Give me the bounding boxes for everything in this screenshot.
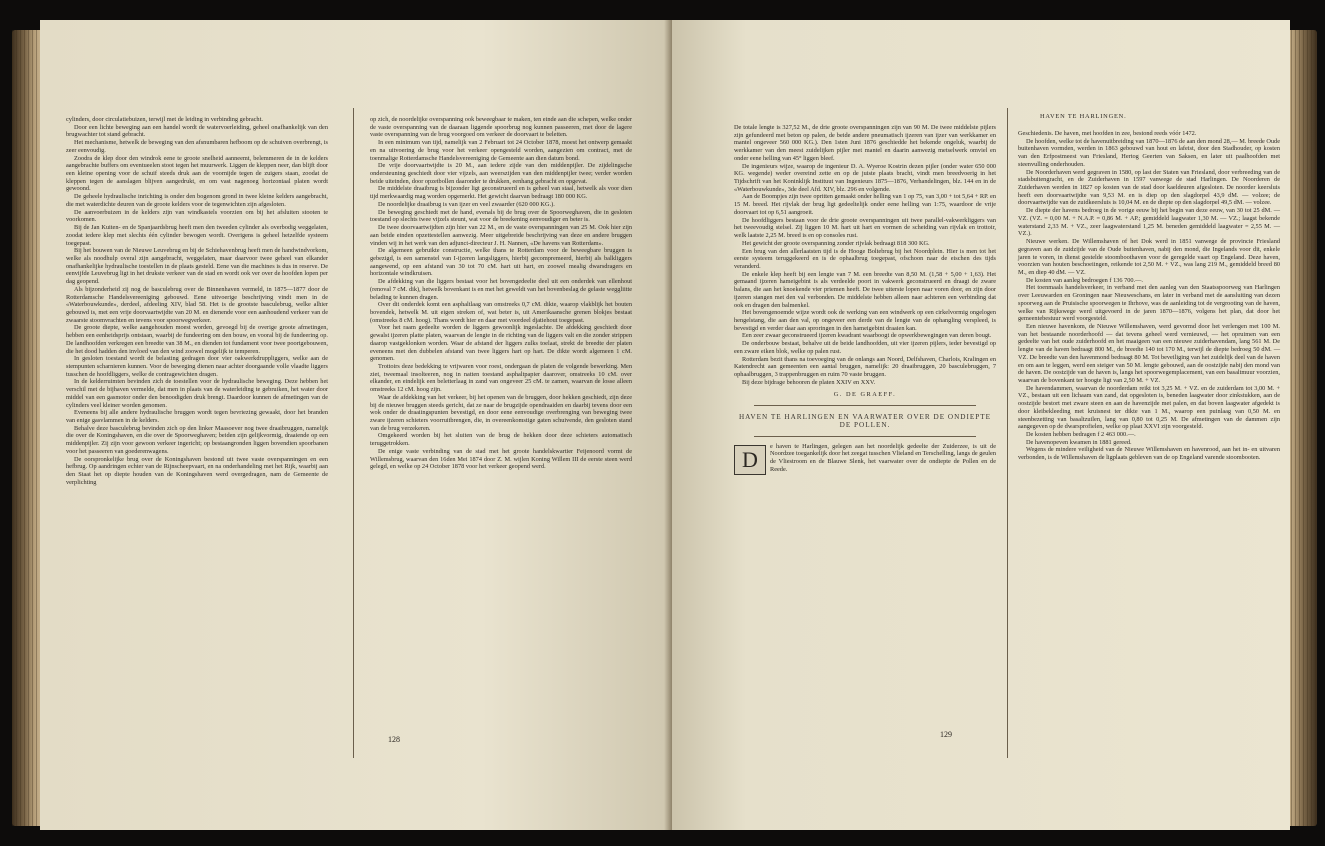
paragraph: Het toenmaals handelsverkeer, in verband met den aanleg van den Staatsspoorweg van Harlingen over Leeuwarden en Groningen naar Nieuweschans, en later in verband met de aansluiting van dezen spoorweg aan de Pruisische spoorwegen te Ihrhove, was de aanleiding tot de vergrooting van de haven, welke van Rijkswege werd uitgevoerd in de jaren 1870—1876, volgens het plan, dat door het gemeentebestuur werd voorgesteld. <box>1018 284 1280 323</box>
right-page-column-1 <box>734 124 996 475</box>
paragraph: Bij de Jan Kuiten- en de Spanjaardsbrug heeft men den tweeden cylinder als overbodig weggelaten, zoodat iedere klep met slechts één cylinder bewogen wordt. Overigens is geheel hetzelfde systeem toegepast. <box>66 224 328 247</box>
column-divider <box>1007 108 1008 758</box>
paragraph: Behalve deze basculebrug bevinden zich op den linker Maasoever nog twee draaibruggen, namelijk die over de Koningshaven, en die over de Spoorweghaven; beiden zijn gelijkvormig, draaiende op een middenpijler. Zij zijn voor gewoon verkeer ingericht; op bestaangronden liggen bovendien spoorbanen voor het passeeren van goederenwagens. <box>66 424 328 455</box>
paragraph: De havenopeven kwamen in 1881 gereed. <box>1026 438 1132 446</box>
open-book <box>12 8 1317 840</box>
paragraph: De vrije doorvaartwijdte is 20 M., aan iedere zijde van den middenpijler. De zijdelingsche ondersteuning geschiedt door vier vijzels, aan weerszijden van den middenpijler twee; verder worden beide uiteinden, door opzetbollen daaronder te drukken, eenhang gebracht en opgevat. <box>370 162 632 185</box>
paragraph: De havendammen, waarvan de noorderdam reikt tot 3,25 M. + VZ. en de zuiderdam tot 3,00 M. + VZ., bestaan uit een lichaam van zand, dat opgesloten is, beneden laagwater door zinkstukken, aan de oostzijde bestort met zware steen en aan de havenzijde met palen, en dat boven laagwater afgedekt is door kleibekleeding met kruisnest ter dikte van 1 M., waarop een puinlaag van 0,50 M. en steenbezetting van basaltzuilen, lang van 0,80 tot 0,25 M. De afmetingen van de dammen zijn aangegeven op de dwarsprofielen, welke op plaat XXVI zijn voorgesteld. <box>1018 384 1280 431</box>
paragraph: De afdekking van die liggers bestaat voor het bovengedeelte deel uit een onderdek van ellenhout (renoval 7 cM. dik), hetwelk bovenkant is en met het geweldt van het bovenbeslag de gelaste weggliitte belading te kunnen dragen. <box>370 278 632 301</box>
paragraph: De algemeen gebruikte constructie, welke thans te Rotterdam voor de beweegbare bruggen is gebezigd, is een samenstel van I-ijzeren langsliggers, hierbij gecompremeerd, hierbij als balkliggers aangewend, op een afstand van 30 tot 70 cM. hart uit hart, en zoowel mealig dwarsdragers en horizontale windkruisen. <box>370 247 632 278</box>
paragraph: De diepte der havens bedroeg in de vorige eeuw bij het begin van deze eeuw, van 30 tot 25 dM. — VZ. (VZ. = 0,00 M. + N.A.P. = 0,86 M. + AP.; gemiddeld laagwater 1,30 M. — VZ.; laagst bekende waterstand 2,33 M. + VZ., zeer laagwaterstand 1,25 M. beneden gemiddeld laagwater = 2,55 M. — VZ.). <box>1018 207 1280 238</box>
paragraph: De groote diepte, welke aangehouden moest worden, gevoegd bij de overige groote afmetingen, hebben een eenheidsprijs ontstaan, waarbij de fundeering om den bouw, en vooral bij de fundeering op. De landhoofden verkregen een breedte van 38 M., en dienden tot fundament voor twee poortgebouwen, die het dood hadden den invloed van den wind zoowel mogelijk te temperen. <box>66 324 328 355</box>
section-rule <box>754 405 976 406</box>
left-page-column-1 <box>66 116 328 487</box>
paragraph: cylinders, door circulatiebuizen, terwijl met de leiding in verbinding gebracht. <box>66 116 263 123</box>
paragraph: De kosten hebben bedragen f 2 463 000.—. <box>1026 431 1136 439</box>
paragraph: De onderbouw bestaat, behalve uit de beide landhoofden, uit vier ijzeren pijlers, ieder bevestigd op een zware eiken blok, welke op palen rust. <box>734 340 996 355</box>
paragraph: De geheele hydraulische inrichting is onder den bogenom grond in twee kleine kelders aangebracht, die met waterdichte deuren van de groote kelders voor de tegenwichten zijn afgesloten. <box>66 193 328 208</box>
running-head: HAVEN TE HARLINGEN. <box>1040 113 1127 120</box>
right-page <box>672 20 1290 830</box>
left-page <box>40 20 672 830</box>
paragraph: Waar de afdekking van het verkeer, bij het openen van de bruggen, door hekken geschiedt, zijn deze bij de nieuwe bruggen steeds gericht, dat ze naar de brugzijde opendraaiden en daarbij tevens door een wok onder de draaiingspunten bevestigd, en door eene eenvoudige overbrenging van beweging twee zware ijzeren schieters voorruitbrengen, die, in overeenkomstige gaten schuivende, den gesloten stand van de brug verzekeren. <box>370 393 632 432</box>
column-divider <box>353 108 354 758</box>
paragraph: Over dit onderdek komt een asphaltlaag van omstreeks 0,7 cM. dikte, waarop vlakblijk het bouten bovendek, hetwelk M. uit eigen streken of, wat beter is, uit Amerikaansche grenen blokjes bestaat (omstreeks 8 cM. hoog). Thans wordt hier en daar met voordeel djatiehout toegepast. <box>370 301 632 324</box>
paragraph: De oorspronkelijke brug over de Koningshaven bestond uit twee vaste overspanningen en een hefbrug. Op aandringen echter van de Rijnscheepvaart, en na onderhandeling met het Rijk, waarbij aan den Staat het op diepte houden van de Koningshaven werd overgedragen, nam de Gemeente de verplichting <box>66 455 328 486</box>
paragraph: Zoodra de klep door den windrok eene te groote snelheid aanneemt, belemmeren de in de kelders aangebrachte buffers om eventueelen stoot tegen het muurwerk. Liggen de kleppen neer, dan blijft door een kleine opening voor de schuif steeds druk aan de voornijde tegen de zuigers staan, zoodat de kleppen tegen de aanslagen blijven aangedrukt, en om vast nagenoeg horizontaal platen wordt gewoond. <box>66 154 328 193</box>
paragraph: In gesloten toestand wordt de belasting gedragen door vier oakwerkdruppliggers, welke aan de stempunten scharnieren kunnen. Voor de beweging dienen naar achter doorgaande volle vlaadte liggers tusschen de hoofdliggers, welke de contragewichten dragen. <box>66 355 328 378</box>
page-number: 128 <box>388 735 400 744</box>
paragraph: Een zeer zwaar geconstrueerd ijzeren kwadrant waarboogt de opwerkbewegingen van deren bougt. <box>742 332 992 340</box>
paragraph: Bij deze bijdrage behooren de platen XXIV en XXV. <box>742 378 876 386</box>
paragraph: Bij het bouwen van de Nieuwe Leuvebrug en bij de Schiehavenbrug heeft men de handwindvorkom, welke als noodhulp overal zijn aangebracht, weggelaten, maar daarvoor twee geheel van elkander onafhankelijke hydraulische toestellen in de plaats gesteld. Eene van die machines is dus in reserve. De eenvijfde Leuvebrug ligt in het drukste verkeer van de stad en wordt ook ver over de hoofden lopen per dag geopend. <box>66 247 328 286</box>
paragraph: De totale lengte is 327,52 M., de drie groote overspanningen zijn van 90 M. De twee middelste pijlers zijn gefundeerd met beton op palen, de beide andere pneumatisch ijzeren van ijzer van werkkamer en mantel ongeveer 560 000 KG.). Den 1sten Juni 1876 geschiedde het bekende ongeluk, waarbij de werkkamer van den meest zuidelijken pijler met mantel en daarin aanwezig metselwerk omviel en onder eene helling van 45° liggen bleef. <box>734 124 996 162</box>
paragraph: Nieuwe werken. De Willemshaven of het Dok werd in 1851 vanwege de provincie Friesland gegraven aan de zuidzijde van de Oude buitenhaven, nabij den mond, die Ingelands voor dit, enkele jaren te voren, in dienst gestelde stoomboothaven voor de geregelde vaart op Engeland. Deze haven, voorzien van houten beschoeiingen, reikende tot 2,50 M. + VZ., was lang 219 M., gemiddeld breed 80 M., en diep 40 dM. — VZ. <box>1018 238 1280 276</box>
paragraph: Voor het raam gedeelte worden de liggers gewoonlijk ingeslachte. De afdekking geschiedt door gewalst ijzeren platte platen, waarvan de lengte in de richting van de liggers valt en die zonder strippen daarop vastgeklonken worden. Waar de afstand der liggers zulks toelaat, strekt de breedte der platen eveneens met den dubbelen afstand van twee liggers hart op hart. De dikte wordt algemeen 1 cM. genomen. <box>370 324 632 363</box>
paragraph: De kosten van aanleg bedroegen f 136 700.—. <box>1026 276 1143 284</box>
paragraph: Trottoirs deze bedekking te vrijwaren voor roest, ondergaan de platen de volgende bewerking. Men ziet, tweemaal insolteeren, nog in natten toestand asphaltpapier daarover, omstreeks 10 cM. over elkander, en eindelijk een beletterlaag in zand van ongeveer 25 cM. te zamen, waarvan de losse alleen omstreeks 12 cM. hoog zijn. <box>370 363 632 394</box>
paragraph: Het gewicht der groote overspanning zonder rijvlak bedraagt 818 300 KG. <box>742 239 930 247</box>
paragraph: Als bijzonderheid zij nog de basculebrug over de Binnenhaven vermeld, in 1875—1877 door de Rotterdamsche Handelsvereeniging gebouwd. Eene uitvoerige beschrijving vindt men in de «Waterbouwkunde», derdeel, afdeeling XIV, blad 58. Het is de grootste basculebrug, welke alhier gebouwd is, met een vrije doorvaartwijdte van 20 M. en dienende voor een aanhoudend verkeer van de zwaarste stoomvrachten en tevens voor spoorwegverkeer. <box>66 285 328 324</box>
drop-cap: D <box>734 445 766 475</box>
paragraph: In de kelderruimten bevinden zich de toestellen voor de hydraulische beweging. Deze hebben het verschil met de bijhaven vermelde, dat men in plaats van de waterleiding te gebruiken, het water door middel van een gasmotor onder den benoodigden druk brengt. Daardoor kunnen de afmetingen van de cylinders veel kleiner worden genomen. <box>66 378 328 409</box>
paragraph: De middelste draaibrug is bijzonder ligt geconstrueerd en is geheel van staal, hetwelk als voor dien tijd merkwaardig mag worden opgemerkt. Het gewicht daarvan bedraagt 180 000 KG. <box>370 185 632 201</box>
paragraph: De beweging geschiedt met de hand, evenals bij de brug over de Spoorweghaven, die in gesloten toestand op slechts twee vijzels steunt, wat voor de breekening eenvoudiger en beter is. <box>370 208 632 224</box>
paragraph: De enige vaste verbinding van de stad met het groote handelskwartier Feijenoord vormt de Willemsbrug, waarvan den 16den Mei 1874 door Z. M. wijlen Koning Willem III de eerste steen werd gelegd, en welke op 24 October 1878 voor het verkeer geopend werd. <box>370 447 632 471</box>
right-page-column-2 <box>1018 130 1280 462</box>
author-signature: G. DE GRAEFF. <box>833 391 897 399</box>
left-page-column-2 <box>370 116 632 471</box>
paragraph: Aan de Boompjes zijn twee opritten gemaakt onder helling van 1 op 75, van 3,00 + tot 5,64 + RP. en 15 M. breed. Het rijvlak der brug ligt gedeeltelijk onder eene helling van 1:75, waardoor de vrije doorvaart tot op 6,51 aangroeit. <box>734 193 996 216</box>
paragraph: De ingenieurs wijze, waarop de ingenieur D. A. Wyeroe Kostrin dezen pijler (onder water 650 000 KG. wegende) weder overeind zette en op de juiste plaats bracht, vindt men breedvoerig in het Tijdschrift van het Koninklijk Instituut van Ingenieurs 1875—1876, Verhandelingen, blz. 144 en in de «Waterbouwkunde», 3de deel Afd. XIV, blz. 296 en volgende. <box>734 162 996 193</box>
paragraph: Het bovengenoemde wijze wordt ook de werking van een windwerk op een cirkelvormig ongelogen hengelstang, die aan den val, op ongeveer een derde van de lengte van de ophangling verspleed, is bevestigd en verder daar aan sproringen in den hameigebint draaien kan. <box>734 309 996 332</box>
section-opening-paragraph <box>734 443 996 474</box>
paragraph: Eveneens bij alle andere hydraulische bruggen wordt tegen bevriezing gewaakt, door het branden van enige gasvlammen in de kelders. <box>66 409 328 425</box>
page-number: 129 <box>940 730 952 739</box>
paragraph: Een brug van den allerlaatsten tijd is de Hooge Boltebrug bij het Noordplein. Hier is men tot het eerste systeem teruggekeerd en is de ophaalbrug toegepast, ofschoon naar de eischen des tijds veranderd. <box>734 247 996 270</box>
paragraph: Geschiedenis. De haven, met hoofden in zee, bestond reeds vóór 1472. <box>1018 130 1197 137</box>
paragraph: In een minimum van tijd, namelijk van 2 Februari tot 24 October 1878, moest het ontwerp gemaakt en na uitvoering de brug voor het verkeer opengesteld worden, aangezien om contract, met de toenmalige Rotterdamsche Handelsvereeniging de Gemeente aan dien datum bond. <box>370 139 632 162</box>
paragraph: De aanvoerbuizen in de kelders zijn van windkastels voorzien om bij het afsluiten stooten te voorkomen. <box>66 208 328 224</box>
paragraph: De hoofden, welke tot de havenuitbreiding van 1870—1876 de aan den mond 28,— M. breede Oude buitenhaven vormden, werden in 1863 gebouwd van hout en lafeist, door den Stadhouder, op kosten van den Erfpostmeest van Friesland, Hertog Geerten van Saksen, en later uit paalhoofden met steenvulling onderhouden. <box>1018 137 1280 168</box>
paragraph: Een nieuwe havenkom, de Nieuwe Willemshaven, werd gevormd door het verlengen met 100 M. van het bestaande noorderhoofd — dat tevens geheel werd vernieuwd, — het opruimen van een gedeelte van het oude zuiderhoofd en het maaigeen van een nieuwe zuiderhavendam, lang 561 M. De lengte van de haven bedraagt 800 M., de breedte 140 tot 170 M., terwijl de diepte bedroeg 50 dM. — VZ. De breedte van den havenmond bedraagt 80 M. Tot beveiliging van het zuidelijk deel van de haven en om aan te leggen, werd een steiger van 50 M. lengte gebouwd, aan de oostzijde nabij den mond van de haven. De oostzijde van de haven is, langs het spoorwegemplacement, van een basaltmuur voorzien, waarvan de bovenkant ter hoogte ligt van 2,50 M. + VZ. <box>1018 322 1280 384</box>
paragraph: Door een lichte beweging aan een handel wordt de watervoerleiding, geheel onafhankelijk van den brugwachter tot stand gebracht. <box>66 123 328 139</box>
paragraph: Het mechanisme, hetwelk de beweging van den afsnumbaren hefboom op de schuiven overbrengt, is zeer eenvoudig. <box>66 139 328 154</box>
paragraph: De hoofdliggers bestaan voor de drie groote overspanningen uit twee parallel-vakwerkliggers van het tweevoudig stelsel. Zij liggen 10 M. hart uit hart en vormen de scheiding van rijvlak en trottoir, welk laatste 2,25 M. breed is en op consoles rust. <box>734 216 996 240</box>
paragraph: De Noorderhaven werd gegraven in 1580, op last der Staten van Friesland, door verbreeding van de stadsbuitengracht, en de Zuiderhaven in 1597 vanwege de stad Harlingen. De Noorderen de Zuiderhaven werden in 1827 op kosten van de stad door kaeldeuren afgesloten. De noorder keersluis heeft een doorvaartwijdte van 9,53 M. en is diep op den slagdorpel 43,9 dM. — volzee; de doorvaartwijdte van de zuidkeersluis is 10,04 M. en de diepte op den slagdorpel 49,5 dM. — volzee. <box>1018 168 1280 207</box>
opening-text: e haven te Harlingen, gelegen aan het noordelijk gedeelte der Zuiderzee, is uit de Noordzee toegankelijk door het zeegat tusschen Vlieland en Terschelling, langs de geulen de Vliestroom en de Blauwe Slenk, het vaarwater over de ondiepte de Pollen en de Reede. <box>770 442 996 473</box>
paragraph: op zich, de noordelijke overspanning ook beweegbaar te maken, ten einde aan die schepen, welke onder de vaste overspanning van de daaraan liggende spoorbrug nog kunnen passeeren, met door de lagere vaste overspanning van de brug voorgoed om verkeer de doorvaart te beletten. <box>370 116 632 139</box>
paragraph: Rotterdam bezit thans na toevoeging van de onlangs aan Noord, Delfshaven, Charlois, Kralingen en Katendrecht aan gemeenten een aantal bruggen, namelijk: 20 draaibruggen, 20 basculebruggen, 7 ophaalbruggen, 3 trappenbruggen en ruim 70 vaste bruggen. <box>734 355 996 378</box>
section-title: HAVEN TE HARLINGEN EN VAARWATER OVER DE ONDIEPTE DE POLLEN. <box>738 413 992 429</box>
paragraph: De twee doorvaartwijdten zijn hier van 22 M., en de vaste overspanningen van 25 M. Ook hier zijn aan beide einden opzettestellen aanwezig. Meer uitgebreide beschrijving van deze en andere bruggen vinden wij in het werk van den adjunct-directeur J. H. Nannen, «De havens van Rotterdam». <box>370 224 632 247</box>
paragraph: De enkele klep heeft bij een lengte van 7 M. een breedte van 8,50 M. (1,58 + 5,00 + 1,63). Het gemaand ijzeren hameigebint is als verdeelde poort in vakwerk geconstrueerd en draagt de zware balans, die aan het knoekende vier priemen heeft. De twee uiterste lopen naar voren door, en zijn door ijzeren stangen met den val verbonden. De middelste hebben alleen naar achteren een verbinding dat ook en dragen den balmenkel. <box>734 270 996 309</box>
paragraph: Omgekeerd worden bij het sluiten van de brug de hekken door deze schieters automatisch teruggetrokken. <box>370 432 632 448</box>
paragraph: Wegens de mindere veiligheid van de Nieuwe Willemshaven en havenrood, aan het in- en uitvaren verbonden, is de Willemshaven de ligplaats gebleven van de op Engeland varende stoombooten. <box>1018 446 1280 462</box>
section-rule <box>754 436 976 437</box>
paragraph: De noordelijke draaibrug is van ijzer en veel zwaarder (620 000 KG.). <box>378 200 555 208</box>
